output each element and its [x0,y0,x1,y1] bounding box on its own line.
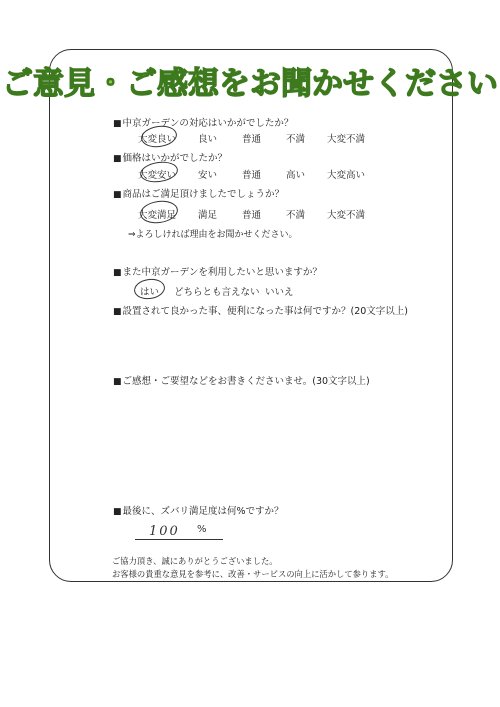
question-benefits: ■ 設置されて良かった事、便利になった事は何ですか？(20文字以上) [113,303,408,317]
option-price-very-expensive[interactable]: 大変高い [327,170,366,181]
option-price-cheap[interactable]: 安い [198,170,218,181]
question-service: ■ 中京ガーデンの対応はいかがでしたか？ [113,115,293,129]
question-comments: ■ ご感想・ご要望などをお書きくださいませ。(30文字以上) [113,373,370,387]
option-product-very-dissatisfied[interactable]: 大変不満 [327,210,366,221]
option-reuse-no[interactable]: いいえ [265,287,294,298]
option-service-normal[interactable]: 普通 [242,134,262,145]
option-price-very-cheap[interactable]: 大変安い [138,170,177,181]
question-satisfaction: ■ 最後に、ズバリ満足度は何%ですか？ [113,503,284,517]
question-price: ■ 価格はいかがでしたか？ [113,150,227,164]
percent-unit: % [197,524,207,535]
option-service-very-good[interactable]: 大変良い [138,134,177,145]
option-reuse-neither[interactable]: どちらとも言えない [174,287,260,298]
option-reuse-yes[interactable]: はい [140,287,160,298]
answer-underline [135,539,223,540]
thanks-message: ご協力頂き、誠にありがとうございました。 [112,556,278,566]
option-price-expensive[interactable]: 高い [286,170,306,181]
question-reuse: ■ また中京ガーデンを利用したいと思いますか？ [113,264,322,278]
option-service-very-dissatisfied[interactable]: 大変不満 [327,134,366,145]
option-product-normal[interactable]: 普通 [242,210,262,221]
satisfaction-answer[interactable]: 100 [149,524,180,539]
reason-note: ⇒よろしければ理由をお聞かせください。 [128,230,298,240]
improvement-message: お客様の貴重な意見を参考に、改善・サービスの向上に活かして参ります。 [112,569,394,579]
question-product: ■ 商品はご満足頂けましたでしょうか？ [113,186,284,200]
survey-title: ご意見・ご感想をお聞かせください [2,66,498,102]
option-product-dissatisfied[interactable]: 不満 [286,210,306,221]
option-service-good[interactable]: 良い [198,134,218,145]
option-service-dissatisfied[interactable]: 不満 [286,134,306,145]
option-product-satisfied[interactable]: 満足 [198,210,218,221]
option-product-very-satisfied[interactable]: 大変満足 [138,210,177,221]
option-price-normal[interactable]: 普通 [242,170,262,181]
